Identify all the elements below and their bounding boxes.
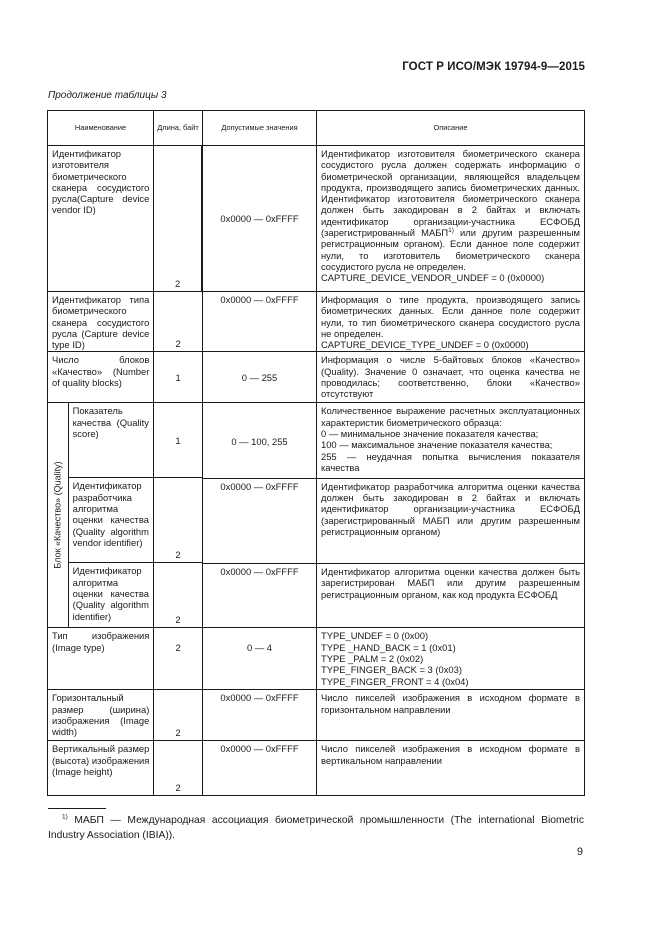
table-row [48,352,585,403]
row-name: Число блоков «Качество» (Number of quality blocks) [52,354,150,389]
row-length: 1 [153,352,202,402]
row-values: 0x0000 — 0xFFFF [203,478,317,563]
footnote-marker: 1) [62,813,68,821]
table-header-row [48,111,585,146]
row-values: 0x0000 — 0xFFFF [203,292,317,352]
quality-group-label-cell [48,403,69,627]
row-description: TYPE_UNDEF = 0 (0x00) TYPE _HAND_BACK = 1 (0x01) TYPE _PALM = 2 (0x02) TYPE_FINGER_BACK = 3 (0x03) TYPE_FINGER_FRONT = 4 (0x04) [317,628,585,690]
row-length: 2 [153,146,202,291]
row-length: 2 [154,478,202,563]
row-values: 0 — 4 [203,628,317,690]
row-values: 0 — 100, 255 [203,403,317,478]
document-header: ГОСТ Р ИСО/МЭК 19794-9—2015 [402,61,585,73]
row-description: Количественное выражение расчетных эксплуатационных характеристик биометрического образца: 0 — минимальное значение показателя качества; 100 — максимальное значение показателя качества; 255 — неудачная попытка вычисления показателя качества [317,403,585,478]
footnote-text: МАБП — Международная ассоциация биометрической промышленности (The international Biometric Industry Association (IBIA)). [48,815,584,841]
table-row [48,628,585,690]
row-description: Число пикселей изображения в исходном формате в вертикальном направлении [317,741,585,796]
row-length: 2 [153,292,202,351]
row-length: 2 [153,628,202,689]
row-values: 0x0000 — 0xFFFF [203,146,317,292]
row-length: 2 [153,741,202,795]
row-name: Идентификатор разработчика алгоритма оценки качества (Quality algorithm vendor identifier) [69,478,153,563]
row-name: Тип изображения (Image type) [52,630,150,653]
row-description: Информация о типе продукта, производящего запись биометрических данных. Если данное поле содержит нули, то тип биометрического сканера сосудистого русла не определен. CAPTURE_DEVICE_TYPE_UNDEF = 0 (0x0000) [317,292,585,352]
column-header-description: Описание [317,111,585,146]
row-name: Горизонтальный размер (ширина) изображения (Image width) [52,692,150,738]
table-row [48,690,585,741]
row-length: 2 [153,690,202,740]
table-caption: Продолжение таблицы 3 [48,90,167,101]
row-description: Число пикселей изображения в исходном формате в горизонтальном направлении [317,690,585,741]
row-values: 0 — 255 [203,352,317,403]
column-header-name: Наименование [48,111,154,146]
row-length: 1 [154,403,202,478]
row-values: 0x0000 — 0xFFFF [203,564,317,628]
row-description: Идентификатор разработчика алгоритма оценки качества должен быть закодирован в 2 байтах и включать идентификатор организации-участника ЕСФОБД (зарегистрированный МАБП или другим разрешенным регистрационным органом) [317,478,585,563]
row-name: Идентификатор алгоритма оценки качества (Quality algorithm identifier) [72,565,149,622]
column-header-values: Допустимые значения [203,111,317,146]
quality-group-label: Блок «Качество» (Quality) [52,461,63,570]
row-values: 0x0000 — 0xFFFF [203,690,317,741]
row-description: Информация о числе 5-байтовых блоков «Качество» (Quality). Значение 0 означает, что оценка качества не проводилась; соответственно, блоки «Качество» отсутствуют [317,352,585,403]
row-name: Идентификатор изготовителя биометрического сканера сосудистого русла(Capture device vendor ID) [52,148,150,216]
data-table [47,110,585,796]
footnote-divider [48,808,106,809]
table-row [48,741,585,796]
row-name: Вертикальный размер (высота) изображения (Image height) [52,743,150,778]
row-name: Идентификатор типа биометрического сканера сосудистого русла (Capture device type ID) [52,294,150,351]
table-row [48,292,585,352]
row-length: 2 [175,614,181,626]
table-row [48,403,585,478]
page-number: 9 [576,846,583,858]
table-row [48,146,585,292]
column-header-length: Длина, байт [154,111,203,146]
row-name: Показатель качества (Quality score) [69,403,153,478]
row-values: 0x0000 — 0xFFFF [203,741,317,796]
footnote [48,813,584,843]
row-description: Идентификатор изготовителя биометрического сканера сосудистого русла должен содержать информацию о биометрической организации, являющейся владельцем продукта, производящего запись биометрических данных. Идентификатор изготовителя биометрического сканера должен быть закодирован в 2 байтах и включать идентификатор организации-участника ЕСФОБД (зарегистрированный МАБП$^{1)}$ или другим разрешенным регистрационным органом). Если данное поле содержит нули, то изготовитель биометрического сканера сосудистого русла не определен. CAPTURE_DEVICE_VENDOR_UNDEF = 0 (0x0000) [317,146,585,292]
row-description: Идентификатор алгоритма оценки качества должен быть зарегистрирован МАБП или другим разрешенным регистрационным органом, как код продукта ЕСФОБД [317,564,585,628]
